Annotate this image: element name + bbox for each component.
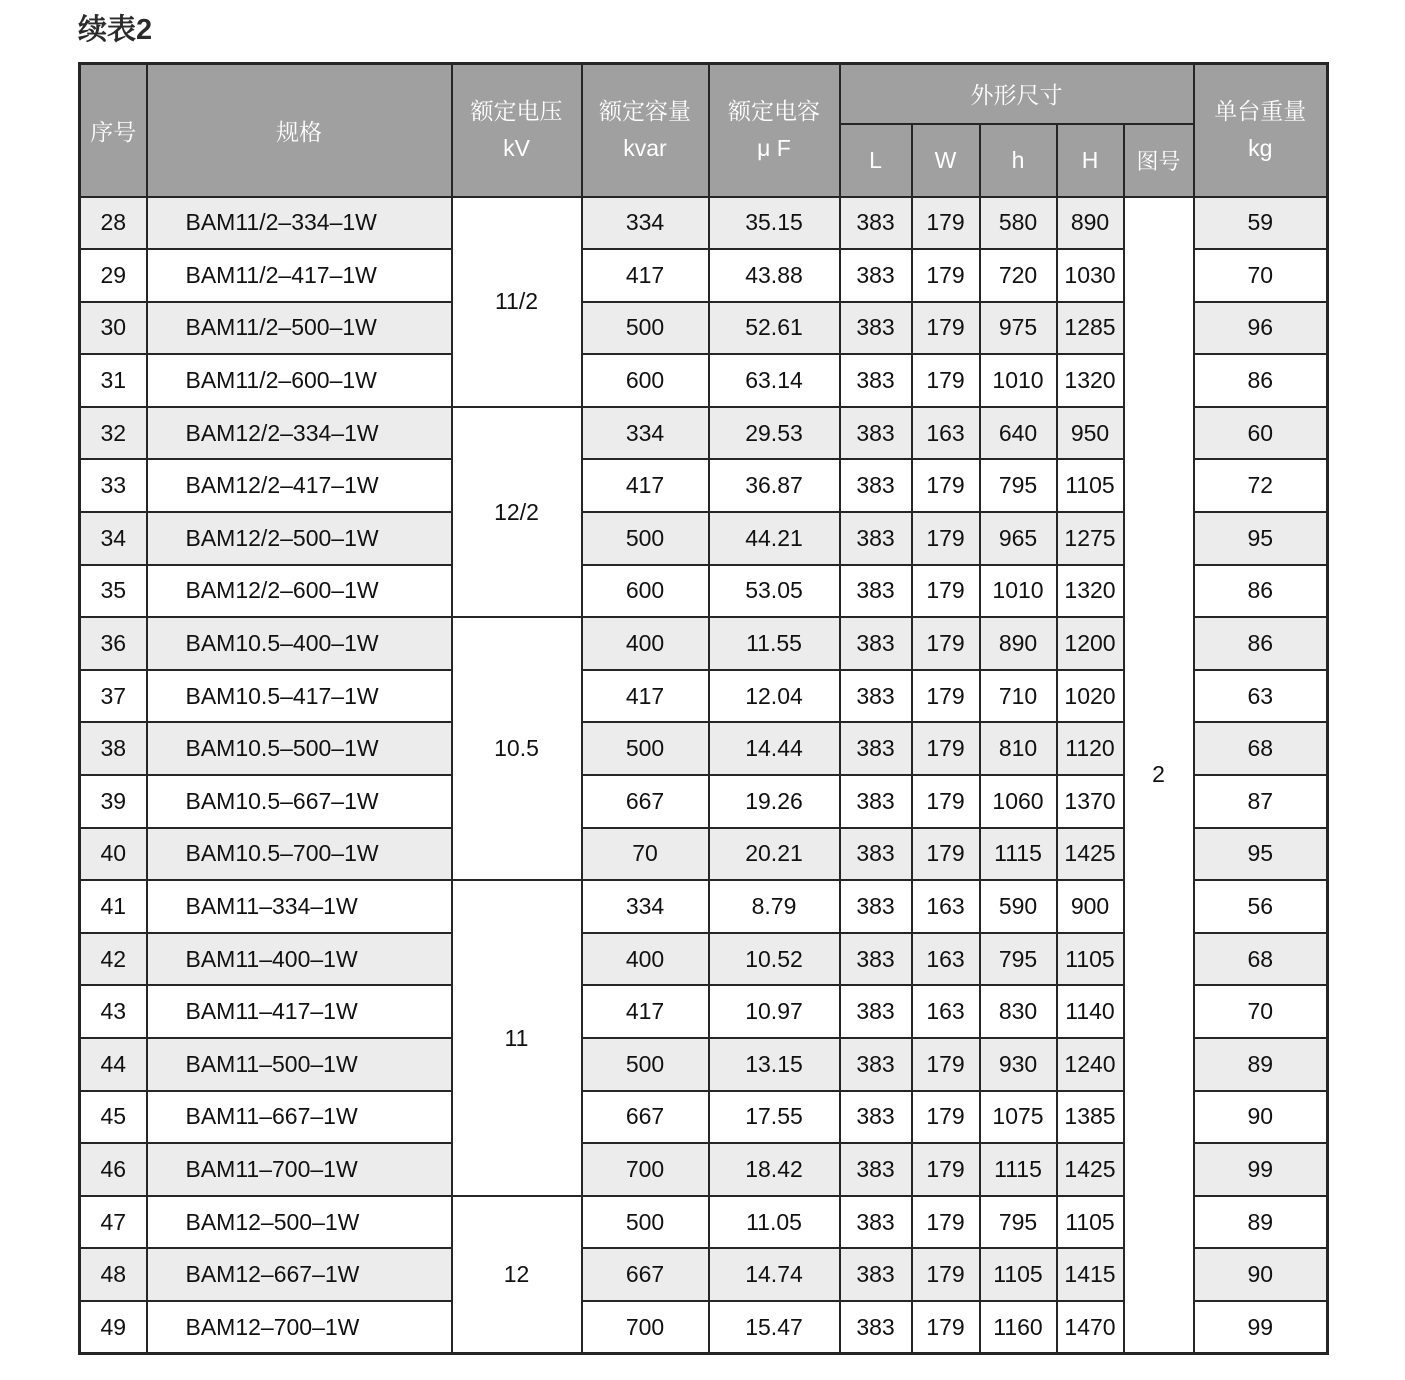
weight-cell: 72	[1194, 459, 1328, 512]
spec-cell: BAM11/2–417–1W	[147, 249, 452, 302]
serial-cell: 34	[80, 512, 147, 565]
weight-cell: 90	[1194, 1248, 1328, 1301]
dim-w-cell: 163	[912, 880, 980, 933]
header-capacity-line1: 额定容量	[599, 98, 691, 125]
capacitance-cell: 14.44	[709, 722, 840, 775]
capacitance-cell: 44.21	[709, 512, 840, 565]
dim-h-small-cell: 1010	[980, 565, 1057, 618]
header-capacitance-unit: μ F	[757, 135, 791, 162]
table-body	[80, 197, 1328, 1354]
dim-w-cell: 163	[912, 933, 980, 986]
dim-h-cap-cell: 1425	[1057, 828, 1124, 881]
header-weight	[1194, 64, 1328, 197]
dim-w-cell: 179	[912, 512, 980, 565]
weight-cell: 86	[1194, 354, 1328, 407]
figure-merged-cell: 2	[1124, 197, 1194, 1354]
capacity-cell: 500	[582, 302, 709, 355]
header-serial: 序号	[80, 64, 147, 197]
capacity-cell: 600	[582, 354, 709, 407]
dim-h-small-cell: 1115	[980, 1143, 1057, 1196]
dim-l-cell: 383	[840, 985, 912, 1038]
spec-cell: BAM12–500–1W	[147, 1196, 452, 1249]
serial-cell: 36	[80, 617, 147, 670]
serial-cell: 49	[80, 1301, 147, 1354]
dim-w-cell: 179	[912, 197, 980, 250]
voltage-merged-cell: 10.5	[452, 617, 582, 880]
capacitance-cell: 35.15	[709, 197, 840, 250]
spec-cell: BAM10.5–667–1W	[147, 775, 452, 828]
dim-h-small-cell: 795	[980, 459, 1057, 512]
dim-w-cell: 179	[912, 565, 980, 618]
dim-h-small-cell: 1060	[980, 775, 1057, 828]
dim-h-cap-cell: 1030	[1057, 249, 1124, 302]
capacitance-cell: 11.55	[709, 617, 840, 670]
capacity-cell: 667	[582, 1091, 709, 1144]
dim-w-cell: 179	[912, 1301, 980, 1354]
spec-cell: BAM12–667–1W	[147, 1248, 452, 1301]
capacitance-cell: 14.74	[709, 1248, 840, 1301]
weight-cell: 59	[1194, 197, 1328, 250]
dim-l-cell: 383	[840, 1143, 912, 1196]
dim-l-cell: 383	[840, 933, 912, 986]
header-dim-l: L	[840, 124, 912, 197]
serial-cell: 38	[80, 722, 147, 775]
weight-cell: 60	[1194, 407, 1328, 460]
header-voltage-unit: kV	[503, 135, 530, 162]
dim-l-cell: 383	[840, 197, 912, 250]
dim-h-cap-cell: 950	[1057, 407, 1124, 460]
spec-cell: BAM12/2–500–1W	[147, 512, 452, 565]
serial-cell: 41	[80, 880, 147, 933]
dim-h-small-cell: 795	[980, 933, 1057, 986]
dim-w-cell: 179	[912, 1248, 980, 1301]
spec-cell: BAM11/2–500–1W	[147, 302, 452, 355]
header-capacity	[582, 64, 709, 197]
weight-cell: 99	[1194, 1301, 1328, 1354]
dim-l-cell: 383	[840, 617, 912, 670]
capacitance-cell: 43.88	[709, 249, 840, 302]
dim-h-cap-cell: 1120	[1057, 722, 1124, 775]
dim-h-small-cell: 965	[980, 512, 1057, 565]
weight-cell: 56	[1194, 880, 1328, 933]
weight-cell: 95	[1194, 828, 1328, 881]
serial-cell: 48	[80, 1248, 147, 1301]
voltage-merged-cell: 12/2	[452, 407, 582, 617]
header-dim-h-small: h	[980, 124, 1057, 197]
capacitance-cell: 10.97	[709, 985, 840, 1038]
weight-cell: 90	[1194, 1091, 1328, 1144]
table-header	[80, 64, 1328, 197]
serial-cell: 47	[80, 1196, 147, 1249]
voltage-merged-cell: 12	[452, 1196, 582, 1354]
serial-cell: 46	[80, 1143, 147, 1196]
dim-h-cap-cell: 1370	[1057, 775, 1124, 828]
weight-cell: 95	[1194, 512, 1328, 565]
serial-cell: 43	[80, 985, 147, 1038]
dim-w-cell: 179	[912, 1143, 980, 1196]
dim-h-small-cell: 810	[980, 722, 1057, 775]
header-spec: 规格	[147, 64, 452, 197]
dim-w-cell: 179	[912, 1196, 980, 1249]
dim-h-cap-cell: 1385	[1057, 1091, 1124, 1144]
dim-l-cell: 383	[840, 828, 912, 881]
capacity-cell: 417	[582, 459, 709, 512]
weight-cell: 99	[1194, 1143, 1328, 1196]
spec-cell: BAM11–667–1W	[147, 1091, 452, 1144]
spec-cell: BAM10.5–700–1W	[147, 828, 452, 881]
serial-cell: 30	[80, 302, 147, 355]
header-dimensions: 外形尺寸	[840, 64, 1194, 124]
capacity-cell: 700	[582, 1143, 709, 1196]
dim-h-small-cell: 1160	[980, 1301, 1057, 1354]
dim-w-cell: 179	[912, 775, 980, 828]
header-weight-line1: 单台重量	[1214, 98, 1307, 125]
dim-l-cell: 383	[840, 880, 912, 933]
header-voltage	[452, 64, 582, 197]
dim-h-small-cell: 830	[980, 985, 1057, 1038]
dim-w-cell: 179	[912, 828, 980, 881]
header-row-1	[80, 64, 1328, 124]
serial-cell: 33	[80, 459, 147, 512]
dim-l-cell: 383	[840, 407, 912, 460]
dim-w-cell: 179	[912, 1091, 980, 1144]
capacitance-cell: 19.26	[709, 775, 840, 828]
capacity-cell: 500	[582, 512, 709, 565]
serial-cell: 45	[80, 1091, 147, 1144]
dim-h-small-cell: 795	[980, 1196, 1057, 1249]
dim-h-cap-cell: 1105	[1057, 459, 1124, 512]
dim-w-cell: 179	[912, 459, 980, 512]
serial-cell: 28	[80, 197, 147, 250]
spec-cell: BAM12/2–334–1W	[147, 407, 452, 460]
capacitance-cell: 18.42	[709, 1143, 840, 1196]
spec-cell: BAM10.5–417–1W	[147, 670, 452, 723]
header-voltage-line1: 额定电压	[470, 98, 563, 125]
serial-cell: 42	[80, 933, 147, 986]
weight-cell: 68	[1194, 933, 1328, 986]
capacitance-cell: 36.87	[709, 459, 840, 512]
dim-l-cell: 383	[840, 670, 912, 723]
dim-h-cap-cell: 1320	[1057, 354, 1124, 407]
spec-cell: BAM11/2–600–1W	[147, 354, 452, 407]
capacitance-cell: 52.61	[709, 302, 840, 355]
capacity-cell: 334	[582, 197, 709, 250]
spec-cell: BAM11–400–1W	[147, 933, 452, 986]
capacity-cell: 667	[582, 1248, 709, 1301]
capacity-cell: 70	[582, 828, 709, 881]
dim-h-cap-cell: 1320	[1057, 565, 1124, 618]
capacitance-cell: 17.55	[709, 1091, 840, 1144]
dim-l-cell: 383	[840, 1248, 912, 1301]
capacity-cell: 500	[582, 1196, 709, 1249]
weight-cell: 86	[1194, 617, 1328, 670]
dim-w-cell: 179	[912, 354, 980, 407]
serial-cell: 35	[80, 565, 147, 618]
capacitance-cell: 12.04	[709, 670, 840, 723]
spec-cell: BAM10.5–500–1W	[147, 722, 452, 775]
header-capacitance-line1: 额定电容	[728, 98, 820, 125]
table-row	[80, 197, 1328, 250]
dim-l-cell: 383	[840, 1091, 912, 1144]
capacitance-cell: 10.52	[709, 933, 840, 986]
dim-h-small-cell: 890	[980, 617, 1057, 670]
voltage-merged-cell: 11	[452, 880, 582, 1196]
header-capacity-unit: kvar	[623, 135, 667, 162]
dim-h-cap-cell: 1425	[1057, 1143, 1124, 1196]
spec-cell: BAM12–700–1W	[147, 1301, 452, 1354]
dim-w-cell: 179	[912, 617, 980, 670]
spec-cell: BAM12/2–600–1W	[147, 565, 452, 618]
capacity-cell: 334	[582, 407, 709, 460]
header-dim-w: W	[912, 124, 980, 197]
capacity-cell: 334	[582, 880, 709, 933]
weight-cell: 63	[1194, 670, 1328, 723]
dim-w-cell: 179	[912, 722, 980, 775]
capacity-cell: 417	[582, 985, 709, 1038]
dim-h-small-cell: 1115	[980, 828, 1057, 881]
weight-cell: 87	[1194, 775, 1328, 828]
dim-h-small-cell: 975	[980, 302, 1057, 355]
serial-cell: 39	[80, 775, 147, 828]
serial-cell: 40	[80, 828, 147, 881]
serial-cell: 31	[80, 354, 147, 407]
dim-h-small-cell: 580	[980, 197, 1057, 250]
capacitance-cell: 53.05	[709, 565, 840, 618]
dim-h-cap-cell: 1105	[1057, 933, 1124, 986]
dim-w-cell: 179	[912, 302, 980, 355]
dim-h-cap-cell: 900	[1057, 880, 1124, 933]
dim-w-cell: 179	[912, 670, 980, 723]
capacitance-cell: 13.15	[709, 1038, 840, 1091]
dim-l-cell: 383	[840, 512, 912, 565]
dim-h-small-cell: 640	[980, 407, 1057, 460]
capacity-cell: 500	[582, 1038, 709, 1091]
dim-h-small-cell: 1010	[980, 354, 1057, 407]
capacitance-cell: 20.21	[709, 828, 840, 881]
dim-h-small-cell: 720	[980, 249, 1057, 302]
capacity-cell: 400	[582, 617, 709, 670]
dim-h-cap-cell: 1285	[1057, 302, 1124, 355]
dim-l-cell: 383	[840, 1301, 912, 1354]
dim-h-cap-cell: 1020	[1057, 670, 1124, 723]
dim-w-cell: 163	[912, 407, 980, 460]
capacitance-cell: 15.47	[709, 1301, 840, 1354]
serial-cell: 29	[80, 249, 147, 302]
dim-h-cap-cell: 1240	[1057, 1038, 1124, 1091]
capacitance-cell: 29.53	[709, 407, 840, 460]
dim-l-cell: 383	[840, 302, 912, 355]
dim-h-small-cell: 1075	[980, 1091, 1057, 1144]
page-title: 续表2	[78, 14, 153, 46]
spec-cell: BAM11/2–334–1W	[147, 197, 452, 250]
serial-cell: 37	[80, 670, 147, 723]
dim-l-cell: 383	[840, 565, 912, 618]
header-dim-h-cap: H	[1057, 124, 1124, 197]
dim-h-small-cell: 930	[980, 1038, 1057, 1091]
dim-l-cell: 383	[840, 459, 912, 512]
dim-l-cell: 383	[840, 722, 912, 775]
spec-cell: BAM11–417–1W	[147, 985, 452, 1038]
serial-cell: 32	[80, 407, 147, 460]
dim-h-cap-cell: 1470	[1057, 1301, 1124, 1354]
capacity-cell: 700	[582, 1301, 709, 1354]
weight-cell: 96	[1194, 302, 1328, 355]
capacity-cell: 417	[582, 249, 709, 302]
dim-h-cap-cell: 890	[1057, 197, 1124, 250]
weight-cell: 86	[1194, 565, 1328, 618]
spec-cell: BAM10.5–400–1W	[147, 617, 452, 670]
voltage-merged-cell: 11/2	[452, 197, 582, 407]
dim-h-small-cell: 1105	[980, 1248, 1057, 1301]
spec-cell: BAM11–700–1W	[147, 1143, 452, 1196]
capacity-cell: 600	[582, 565, 709, 618]
capacitance-cell: 11.05	[709, 1196, 840, 1249]
header-figure: 图号	[1124, 124, 1194, 197]
weight-cell: 70	[1194, 249, 1328, 302]
dim-l-cell: 383	[840, 1196, 912, 1249]
header-capacitance	[709, 64, 840, 197]
dim-h-cap-cell: 1275	[1057, 512, 1124, 565]
capacity-cell: 500	[582, 722, 709, 775]
capacitance-cell: 63.14	[709, 354, 840, 407]
capacitance-cell: 8.79	[709, 880, 840, 933]
dim-l-cell: 383	[840, 1038, 912, 1091]
weight-cell: 89	[1194, 1196, 1328, 1249]
dim-w-cell: 163	[912, 985, 980, 1038]
header-weight-unit: kg	[1248, 135, 1273, 162]
dim-h-cap-cell: 1415	[1057, 1248, 1124, 1301]
serial-cell: 44	[80, 1038, 147, 1091]
dim-l-cell: 383	[840, 775, 912, 828]
dim-l-cell: 383	[840, 354, 912, 407]
weight-cell: 68	[1194, 722, 1328, 775]
dim-h-small-cell: 710	[980, 670, 1057, 723]
spec-cell: BAM12/2–417–1W	[147, 459, 452, 512]
dim-l-cell: 383	[840, 249, 912, 302]
dim-h-cap-cell: 1105	[1057, 1196, 1124, 1249]
capacity-cell: 400	[582, 933, 709, 986]
spec-cell: BAM11–500–1W	[147, 1038, 452, 1091]
dim-h-small-cell: 590	[980, 880, 1057, 933]
dim-h-cap-cell: 1200	[1057, 617, 1124, 670]
capacity-cell: 667	[582, 775, 709, 828]
dim-h-cap-cell: 1140	[1057, 985, 1124, 1038]
dim-w-cell: 179	[912, 249, 980, 302]
spec-table	[78, 62, 1329, 1355]
dim-w-cell: 179	[912, 1038, 980, 1091]
spec-cell: BAM11–334–1W	[147, 880, 452, 933]
weight-cell: 89	[1194, 1038, 1328, 1091]
capacity-cell: 417	[582, 670, 709, 723]
weight-cell: 70	[1194, 985, 1328, 1038]
